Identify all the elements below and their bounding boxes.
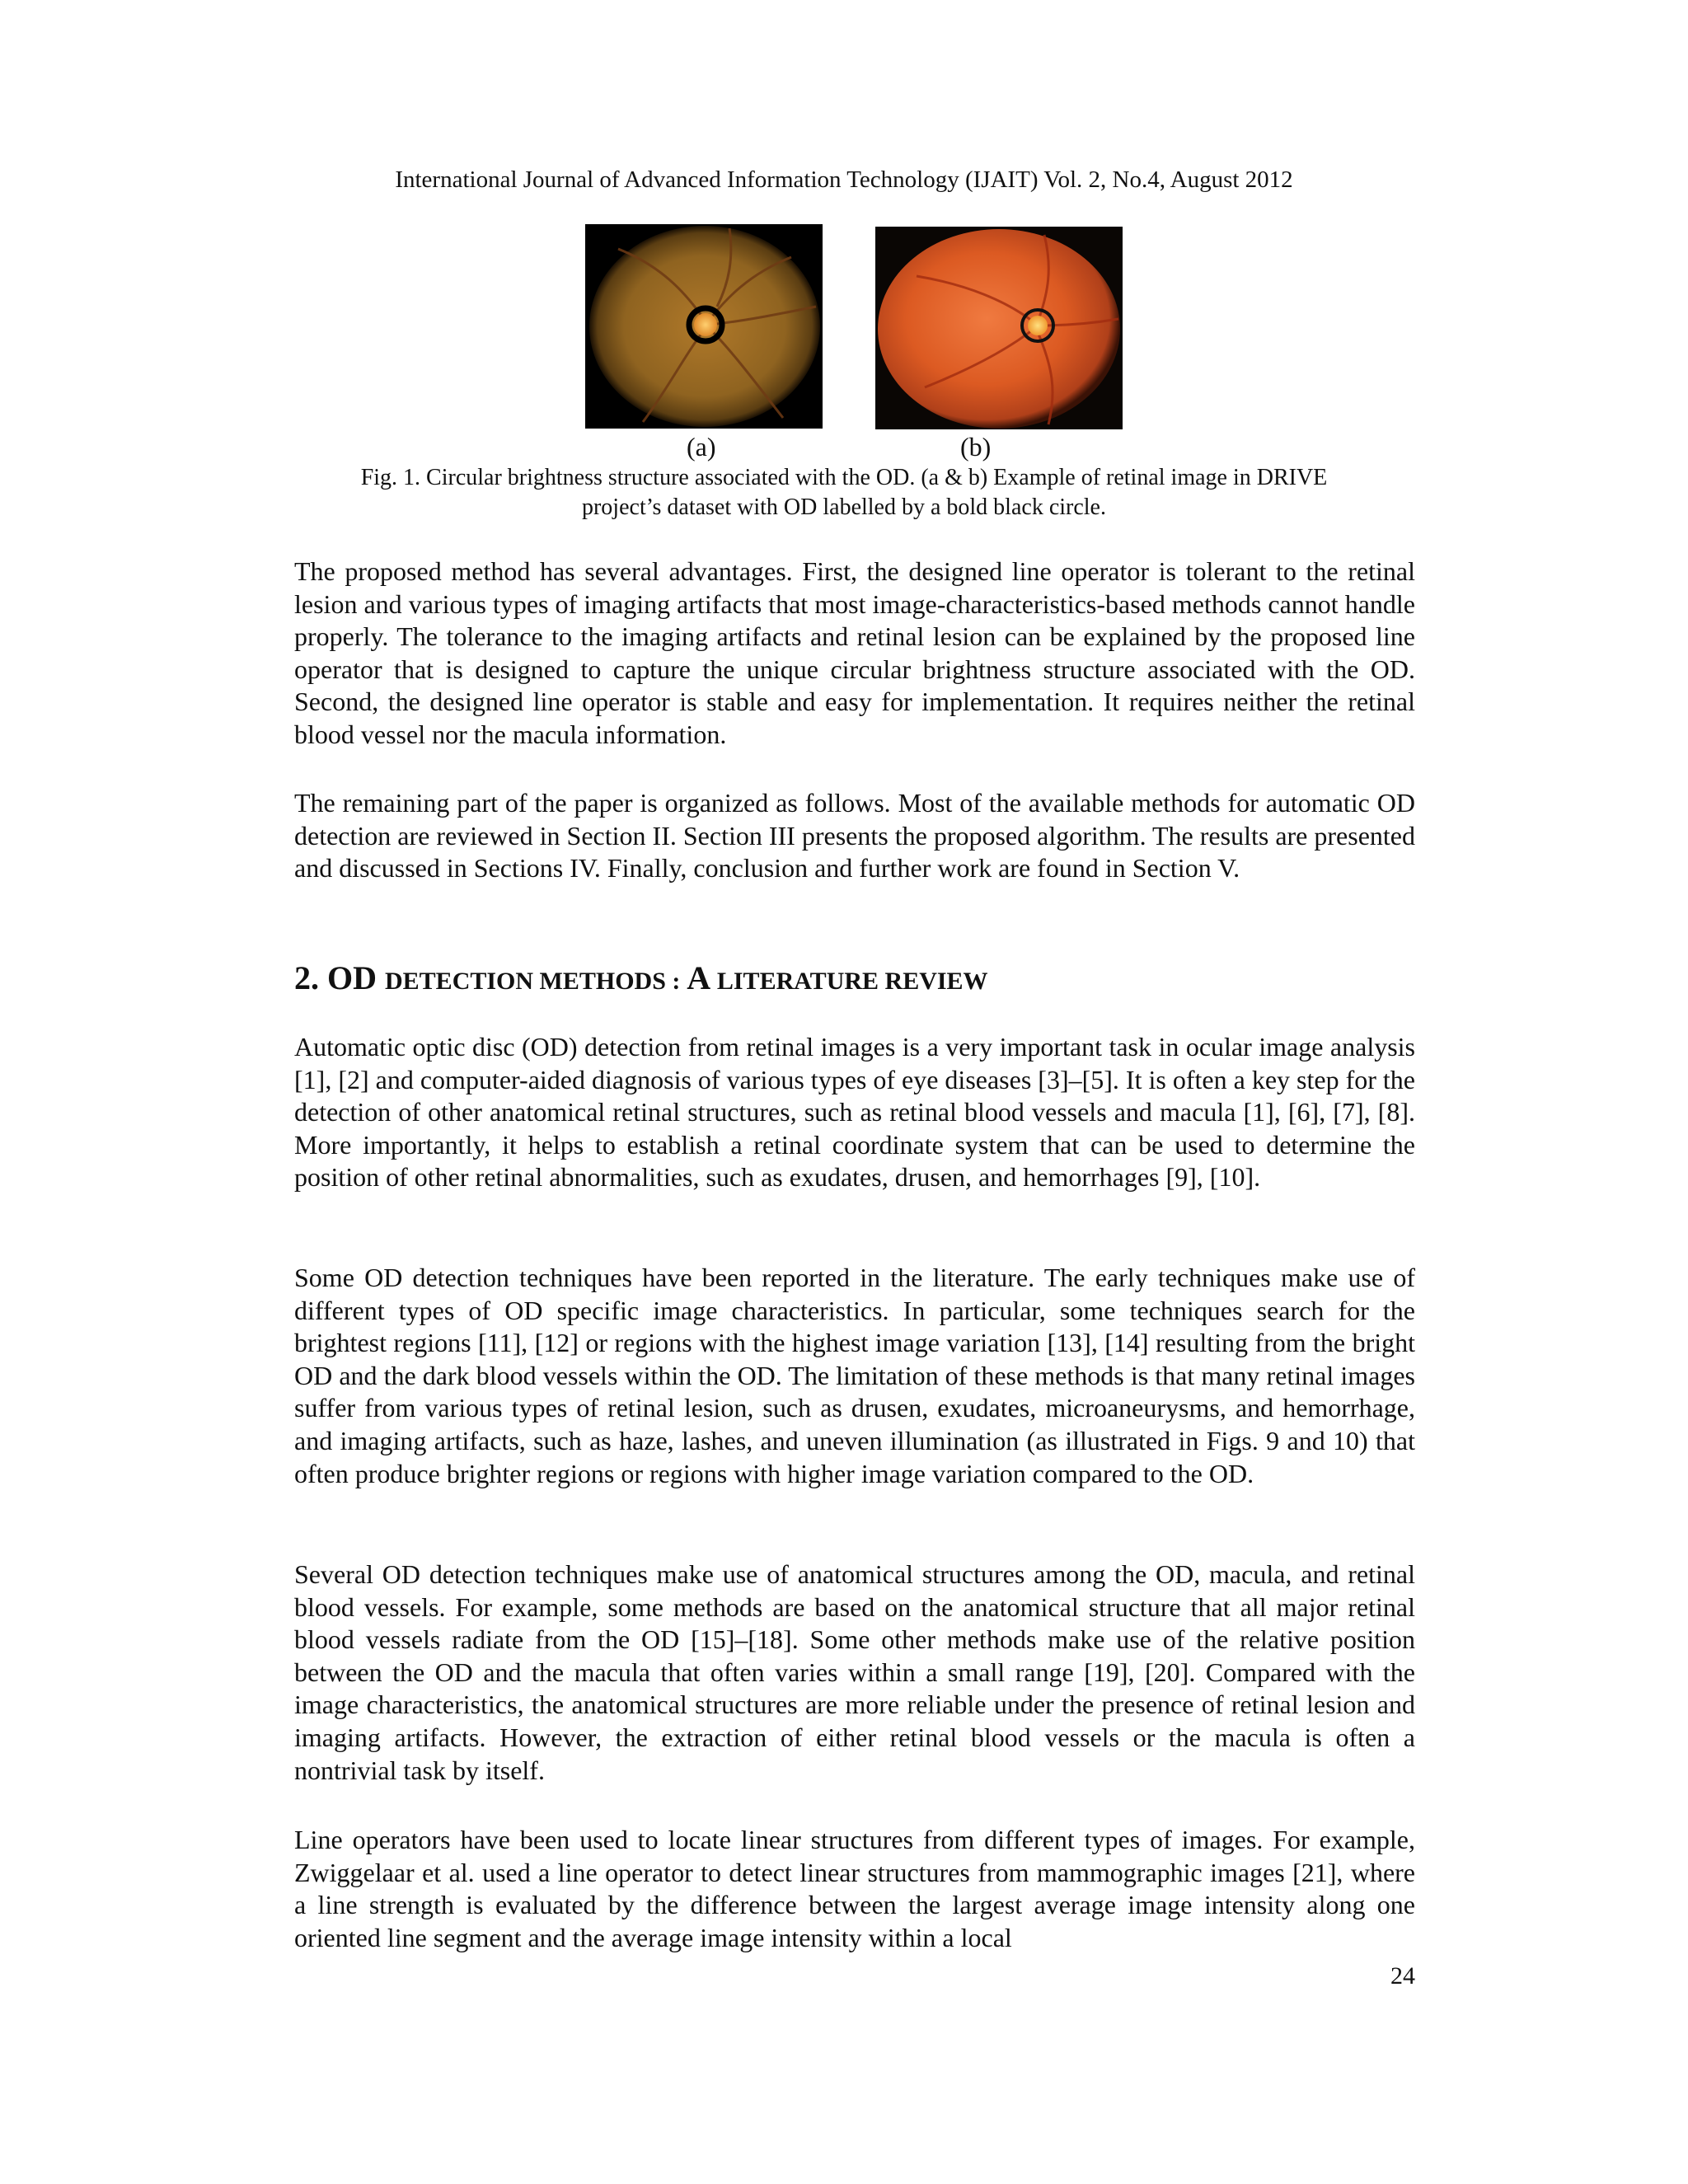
paragraph-anatomical-structures: Several OD detection techniques make use of anatomical structures among the OD, macula, and retinal blood vessels. For example, some methods are based on the anatomical structure that all major retinal blood vessels radiate from the OD [15]–[18]. Some other methods make use of the relative position between the OD and the macula that often varies within a small range [19], [20]. Compared with the image characteristics, the anatomical structures are more reliable under the presence of retinal lesion and imaging artifacts. However, the extraction of either retinal blood vessels or the macula is often a nontrivial task by itself.	[294, 1559, 1415, 1785]
paragraph-organization: The remaining part of the paper is organized as follows. Most of the available methods for automatic OD detection are reviewed in Section II. Section III presents the proposed algorithm. The results are presented and discussed in Sections IV. Finally, conclusion and further work are found in Section V.	[294, 788, 1415, 883]
retinal-image-a	[585, 224, 823, 429]
section-heading	[294, 958, 988, 1001]
figure-caption-line: project’s dataset with OD labelled by a bold black circle.	[581, 494, 1106, 520]
section-heading-literature-review: LITERATURE REVIEW	[716, 968, 988, 995]
figure-caption	[297, 463, 1391, 523]
paragraph-image-characteristics: Some OD detection techniques have been reported in the literature. The early techniques make use of different types of OD specific image characteristics. In particular, some techniques search for the brightest regions [11], [12] or regions with the highest image variation [13], [14] resulting from the bright OD and the dark blood vessels within the OD. The limitation of these methods is that many retinal images suffer from various types of retinal lesion, such as drusen, exudates, microaneurysms, and hemorrhage, and imaging artifacts, such as haze, lashes, and uneven illumination (as illustrated in Figs. 9 and 10) that often produce brighter regions or regions with higher image variation compared to the OD.	[294, 1263, 1415, 1488]
section-number: 2.	[294, 959, 319, 996]
paragraph-line-operators: Line operators have been used to locate linear structures from different types of images. For example, Zwiggelaar et al. used a line operator to detect linear structures from mammographic images [21], where a line strength is evaluated by the difference between the largest average image intensity along one oriented line segment and the average image intensity within a local	[294, 1825, 1415, 1952]
paragraph-od-detection-intro: Automatic optic disc (OD) detection from retinal images is a very important task in ocular image analysis [1], [2] and computer-aided diagnosis of various types of eye diseases [3]–[5]. It is often a key step for the detection of other anatomical retinal structures, such as retinal blood vessels and macula [1], [6], [7], [8]. More importantly, it helps to establish a retinal coordinate system that can be used to determine the position of other retinal abnormalities, such as exudates, drusen, and hemorrhages [9], [10].	[294, 1032, 1415, 1193]
running-header: International Journal of Advanced Information Technology (IJAIT) Vol. 2, No.4, August 2012	[395, 166, 1293, 193]
subfigure-b-label: (b)	[960, 432, 992, 462]
paragraph-advantages: The proposed method has several advantages. First, the designed line operator is tolerant to the retinal lesion and various types of imaging artifacts that most image-characteristics-based methods cannot handle properly. The tolerance to the imaging artifacts and retinal lesion can be explained by the proposed line operator that is designed to capture the unique circular brightness structure associated with the OD. Second, the designed line operator is stable and easy for implementation. It requires neither the retinal blood vessel nor the macula information.	[294, 556, 1415, 749]
section-heading-detection-methods: DETECTION METHODS :	[385, 968, 681, 995]
figure-1	[585, 224, 1125, 430]
retinal-image-b	[875, 227, 1123, 429]
page-number: 24	[1390, 1962, 1415, 1990]
subfigure-a-label: (a)	[687, 432, 716, 462]
section-heading-a: A	[687, 959, 709, 996]
figure-caption-line: Fig. 1. Circular brightness structure associated with the OD. (a & b) Example of retinal image in DRIVE	[360, 465, 1328, 490]
section-heading-od: OD	[327, 959, 377, 996]
